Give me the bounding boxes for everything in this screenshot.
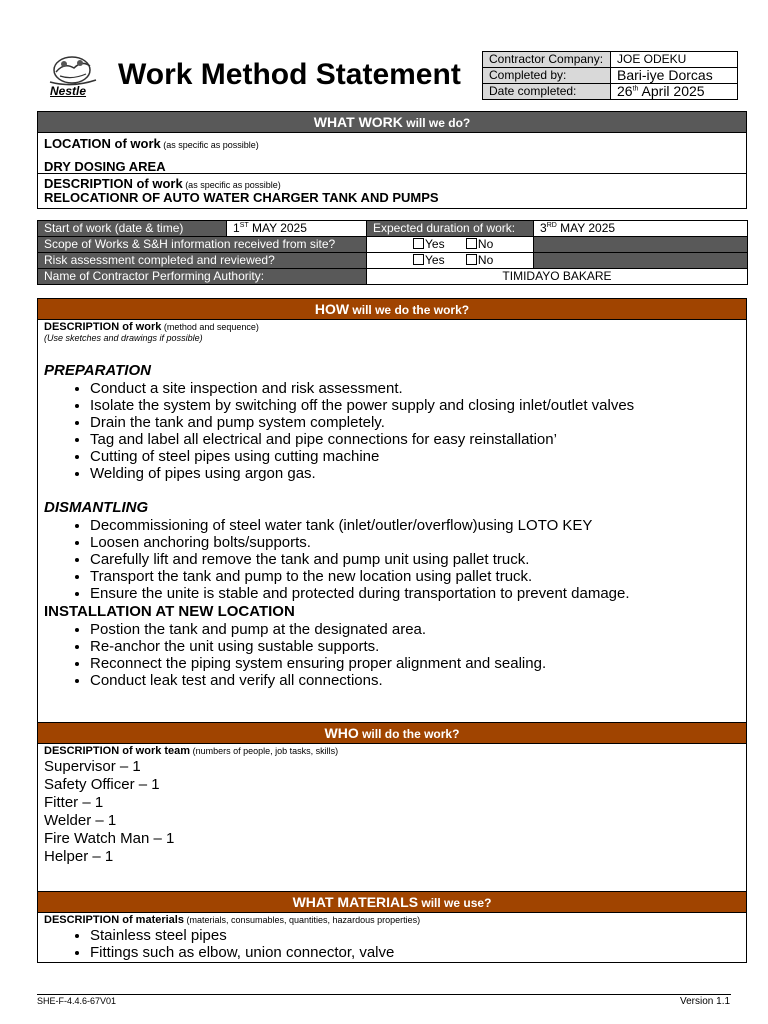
who-desc [44, 745, 746, 758]
list-item: • Reconnect the piping system ensuring proper alignment and sealing. [90, 655, 746, 672]
how-desc-hint2: (Use sketches and drawings if possible) [44, 333, 203, 343]
date-value [611, 84, 738, 100]
start-label: Start of work (date & time) [38, 221, 227, 237]
description-value: RELOCATIONR OF AUTO WATER CHARGER TANK AND PUMPS [44, 190, 439, 205]
materials-band [38, 892, 746, 913]
list-item: • Stainless steel pipes [90, 927, 746, 944]
list-item: • Transport the tank and pump to the new location using pallet truck. [90, 568, 746, 585]
team-item: Helper – 1 [44, 848, 114, 865]
completed-by-label: Completed by: [483, 68, 611, 84]
materials-list [38, 927, 746, 961]
who-desc-hint: (numbers of people, job tasks, skills) [190, 746, 339, 756]
duration-label: Expected duration of work: [367, 221, 534, 237]
risk-checkboxes [367, 253, 534, 269]
list-item: • Drain the tank and pump system completely. [90, 414, 746, 431]
band-title: WHAT WORK [313, 114, 403, 130]
authority-label: Name of Contractor Performing Authority: [38, 269, 367, 285]
list-item: • Decommissioning of steel water tank (inlet/outler/overflow)using LOTO KEY [90, 517, 746, 534]
no-label: No [477, 253, 494, 267]
how-desc-hint: (method and sequence) [161, 322, 259, 332]
band-subtitle: will do the work? [358, 727, 460, 741]
schedule-table [37, 220, 748, 285]
description-label: DESCRIPTION of work [44, 176, 183, 191]
header-info-table [482, 51, 738, 100]
list-item: • Conduct a site inspection and risk assessment. [90, 380, 746, 397]
what-work-section [37, 111, 747, 209]
band-title: WHAT MATERIALS [292, 894, 419, 910]
start-day: 1 [233, 221, 240, 235]
installation-heading: INSTALLATION AT NEW LOCATION [44, 603, 295, 620]
who-band [38, 723, 746, 744]
who-section [37, 722, 747, 892]
list-item: • Carefully lift and remove the tank and pump unit using pallet truck. [90, 551, 746, 568]
description-hint: (as specific as possible) [182, 180, 281, 190]
preparation-list [38, 380, 746, 482]
yes-label: Yes [425, 253, 445, 267]
list-item: • Tag and label all electrical and pipe connections for easy reinstallation’ [90, 431, 746, 448]
team-item: Fire Watch Man – 1 [44, 830, 175, 847]
band-subtitle: will we do the work? [349, 303, 470, 317]
nestle-logo [44, 50, 102, 102]
team-item: Welder – 1 [44, 812, 117, 829]
list-item: • Conduct leak test and verify all connections. [90, 672, 746, 689]
duration-day: 3 [540, 221, 547, 235]
scope-empty [534, 237, 748, 253]
duration-sup: RD [546, 222, 557, 229]
footer-version: Version 1.1 [680, 996, 731, 1007]
location-value: DRY DOSING AREA [44, 159, 166, 174]
list-item: • Fittings such as elbow, union connector, valve [90, 944, 746, 961]
no-label: No [477, 237, 494, 251]
list-item: • Postion the tank and pump at the designated area. [90, 621, 746, 638]
location-hint: (as specific as possible) [160, 140, 259, 150]
dismantling-heading: DISMANTLING [44, 499, 149, 516]
scope-yes-checkbox[interactable] [413, 238, 424, 249]
footer-code: SHE-F-4.4.6-67V01 [37, 996, 117, 1006]
page-title: Work Method Statement [118, 58, 461, 91]
installation-list [38, 621, 746, 689]
start-rest: MAY 2025 [248, 221, 307, 235]
duration-value [534, 221, 748, 237]
location-label: LOCATION of work [44, 136, 161, 151]
who-desc-label: DESCRIPTION of work team [44, 745, 191, 757]
date-label: Date completed: [483, 84, 611, 100]
materials-desc [44, 914, 746, 927]
materials-section [37, 891, 747, 963]
completed-by-value: Bari-iye Dorcas [611, 68, 738, 84]
materials-desc-label: DESCRIPTION of materials [44, 914, 184, 926]
location-block [38, 133, 746, 173]
risk-label: Risk assessment completed and reviewed? [38, 253, 367, 269]
band-title: WHO [324, 725, 359, 741]
risk-no-checkbox[interactable] [466, 254, 477, 265]
duration-rest: MAY 2025 [556, 221, 616, 235]
team-item: Supervisor – 1 [44, 758, 141, 775]
risk-empty [534, 253, 748, 269]
team-item: Safety Officer – 1 [44, 776, 160, 793]
risk-yes-checkbox[interactable] [413, 254, 424, 265]
list-item: • Re-anchor the unit using sustable supports. [90, 638, 746, 655]
band-title: HOW [314, 301, 350, 317]
scope-checkboxes [367, 237, 534, 253]
description-block [38, 173, 746, 208]
list-item: • Ensure the unite is stable and protected during transportation to prevent damage. [90, 585, 746, 602]
band-subtitle: will we use? [418, 896, 492, 910]
scope-no-checkbox[interactable] [466, 238, 477, 249]
date-day: 26 [617, 83, 633, 99]
how-section [37, 298, 747, 723]
contractor-value: JOE ODEKU [611, 52, 738, 68]
contractor-label: Contractor Company: [483, 52, 611, 68]
yes-label: Yes [425, 237, 445, 251]
authority-value: TIMIDAYO BAKARE [367, 269, 748, 285]
list-item: • Isolate the system by switching off the power supply and closing inlet/outlet valves [90, 397, 746, 414]
scope-label: Scope of Works & S&H information received from site? [38, 237, 367, 253]
band-subtitle: will we do? [402, 116, 471, 130]
logo-wordmark: Nestle [50, 84, 87, 98]
dismantling-list [38, 517, 746, 602]
preparation-heading: PREPARATION [44, 362, 151, 379]
what-work-band [38, 112, 746, 133]
list-item: • Welding of pipes using argon gas. [90, 465, 746, 482]
footer-divider [37, 994, 731, 995]
how-desc-label: DESCRIPTION of work [44, 321, 162, 333]
how-desc [44, 321, 746, 333]
start-sup: ST [239, 222, 249, 229]
list-item: • Cutting of steel pipes using cutting machine [90, 448, 746, 465]
team-item: Fitter – 1 [44, 794, 104, 811]
materials-desc-hint: (materials, consumables, quantities, hazardous properties) [183, 915, 421, 925]
date-sup: th [632, 85, 639, 93]
date-rest: April 2025 [638, 83, 705, 99]
start-value [227, 221, 367, 237]
list-item: • Loosen anchoring bolts/supports. [90, 534, 746, 551]
how-band [38, 299, 746, 320]
